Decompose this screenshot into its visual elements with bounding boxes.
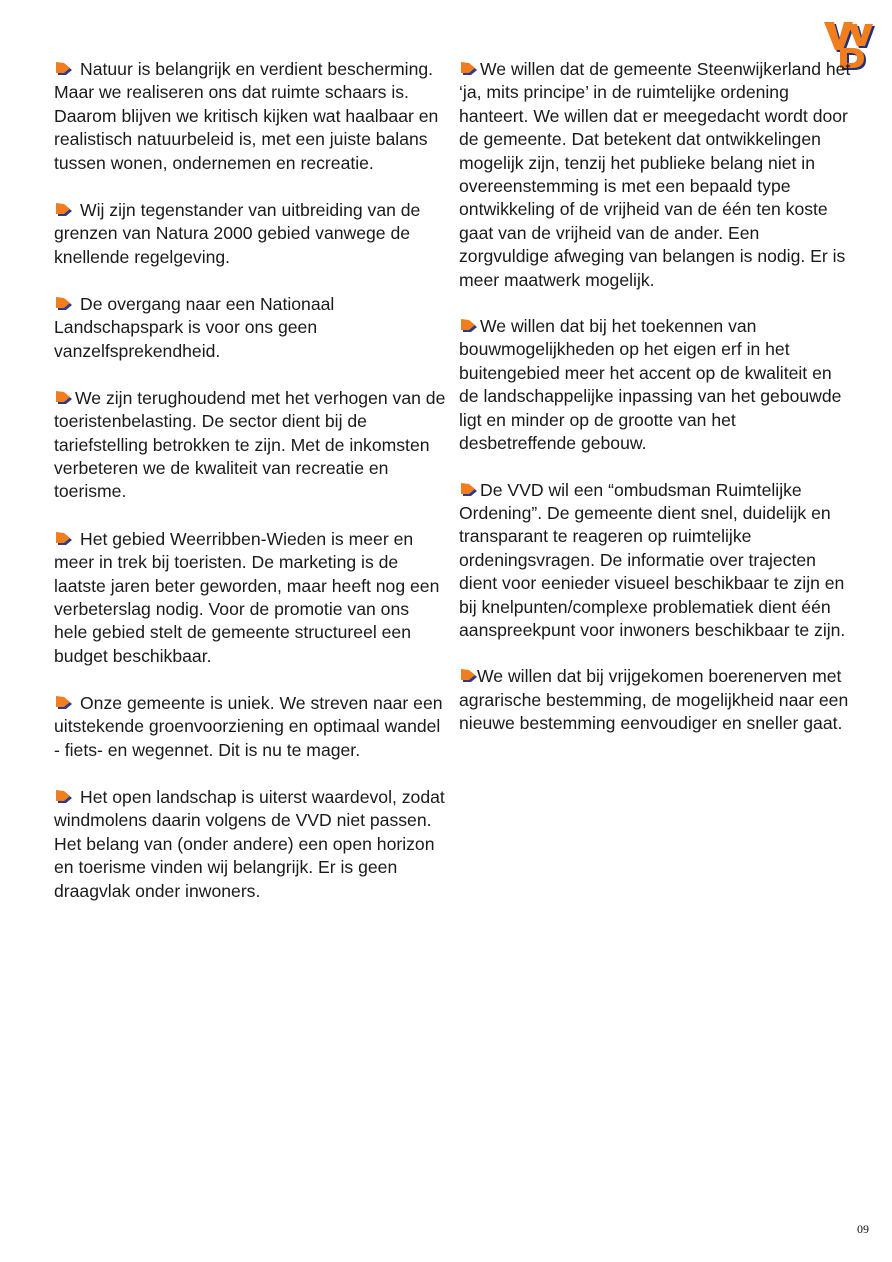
left-paragraph: Natuur is belangrijk en verdient bescherming. Maar we realiseren ons dat ruimte schaars is. Daarom blijven we kritisch kijken wat haalbaar en realistisch natuurbeleid is, met een juiste balans tussen wonen, ondernemen en recreatie. bbox=[54, 59, 439, 173]
left-paragraph: Het open landschap is uiterst waardevol, zodat windmolens daarin volgens de VVD niet passen. Het belang van (onder andere) een open horizon en toerisme vinden wij belangrijk. Er is geen draagvlak onder inwoners. bbox=[54, 786, 445, 901]
orange-arrow-bullet-icon bbox=[54, 789, 72, 804]
right-paragraph: De VVD wil een “ombudsman Ruimtelijke Ordening”. De gemeente dient snel, duidelijk en transparant te reageren op ruimtelijke ordeningsvragen. De informatie over trajecten dient voor eenieder visueel beschikbaar te zijn en bij knelpunten/complexe problematiek dient één aanspreekpunt voor inwoners beschikbaar te zijn. bbox=[459, 479, 846, 640]
left-paragraph: Wij zijn tegenstander van uitbreiding van de grenzen van Natura 2000 gebied vanwege de knellende regelgeving. bbox=[54, 199, 421, 267]
right-column bbox=[459, 58, 851, 759]
left-paragraph: De overgang naar een Nationaal Landschapspark is voor ons geen vanzelfsprekendheid. bbox=[54, 293, 335, 361]
orange-arrow-bullet-icon bbox=[54, 296, 72, 311]
orange-arrow-bullet-icon bbox=[54, 531, 72, 546]
page-number: 09 bbox=[857, 1222, 869, 1236]
left-paragraph: Onze gemeente is uniek. We streven naar een uitstekende groenvoorziening en optimaal wandel - fiets- en wegennet. Dit is nu te mager. bbox=[54, 692, 443, 760]
orange-arrow-bullet-icon bbox=[54, 61, 72, 76]
right-paragraph: We willen dat bij vrijgekomen boerenerven met agrarische bestemming, de mogelijkheid naar een nieuwe bestemming eenvoudiger en sneller gaat. bbox=[459, 666, 849, 734]
orange-arrow-bullet-icon bbox=[54, 695, 72, 710]
orange-arrow-bullet-icon bbox=[459, 318, 477, 333]
left-paragraph: We zijn terughoudend met het verhogen van de toeristenbelasting. De sector dient bij de tariefstelling betrokken te zijn. Met de inkomsten verbeteren we de kwaliteit van recreatie en toerisme. bbox=[54, 387, 446, 502]
orange-arrow-bullet-icon bbox=[54, 390, 72, 405]
left-paragraph: Het gebied Weerribben-Wieden is meer en meer in trek bij toeristen. De marketing is de laatste jaren beter geworden, maar heeft nog een verbeterslag nodig. Voor de promotie van ons hele gebied stelt de gemeente structureel een budget beschikbaar. bbox=[54, 528, 440, 666]
left-column bbox=[54, 58, 446, 927]
right-paragraph: We willen dat de gemeente Steenwijkerland het ‘ja, mits principe’ in de ruimtelijke ordening hanteert. We willen dat er meegedacht wordt door de gemeente. Dat betekent dat ontwikkelingen mogelijk zijn, tenzij het publieke belang niet in overeenstemming is met een bepaald type ontwikkeling of de vrijheid van de één ten koste gaat van de vrijheid van de ander. Een zorgvuldige afweging van belangen is nodig. Er is meer maatwerk mogelijk. bbox=[459, 59, 851, 290]
right-paragraph: We willen dat bij het toekennen van bouwmogelijkheden op het eigen erf in het buitengebied meer het accent op de kwaliteit en de landschappelijke inpassing van het gebouwde ligt en minder op de grootte van het desbetreffende gebouw. bbox=[459, 316, 842, 454]
orange-arrow-bullet-icon bbox=[459, 61, 477, 76]
orange-arrow-bullet-icon bbox=[459, 482, 477, 497]
orange-arrow-bullet-icon bbox=[459, 668, 477, 683]
orange-arrow-bullet-icon bbox=[54, 202, 72, 217]
